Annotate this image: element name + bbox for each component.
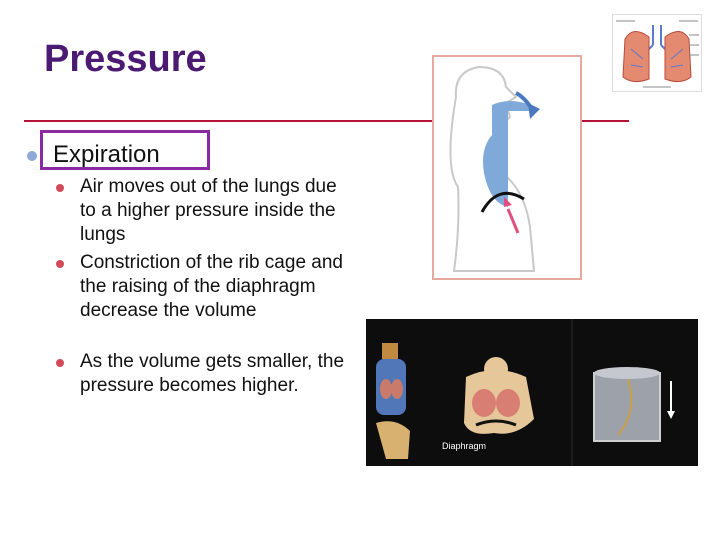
sub-bullet-text: As the volume gets smaller, the pressure becomes higher. xyxy=(80,351,345,396)
sub-bullet-text: Constriction of the rib cage and the raising of the diaphragm decrease the volume xyxy=(80,252,343,321)
sub-bullet-dot xyxy=(56,260,64,268)
expiration-diagram-image xyxy=(432,55,582,280)
diaphragm-label: Diaphragm xyxy=(442,441,487,451)
sub-bullet-dot xyxy=(56,359,64,367)
main-bullet-text: Expiration xyxy=(53,141,160,168)
lungs-thumbnail-image xyxy=(612,14,702,92)
main-bullet-dot xyxy=(27,151,37,161)
slide-title: Pressure xyxy=(44,38,207,80)
bell-jar-model-photo xyxy=(366,319,698,466)
sub-bullet-dot xyxy=(56,184,64,192)
sub-bullet-text: Air moves out of the lungs due to a higher pressure inside the lungs xyxy=(80,176,337,245)
